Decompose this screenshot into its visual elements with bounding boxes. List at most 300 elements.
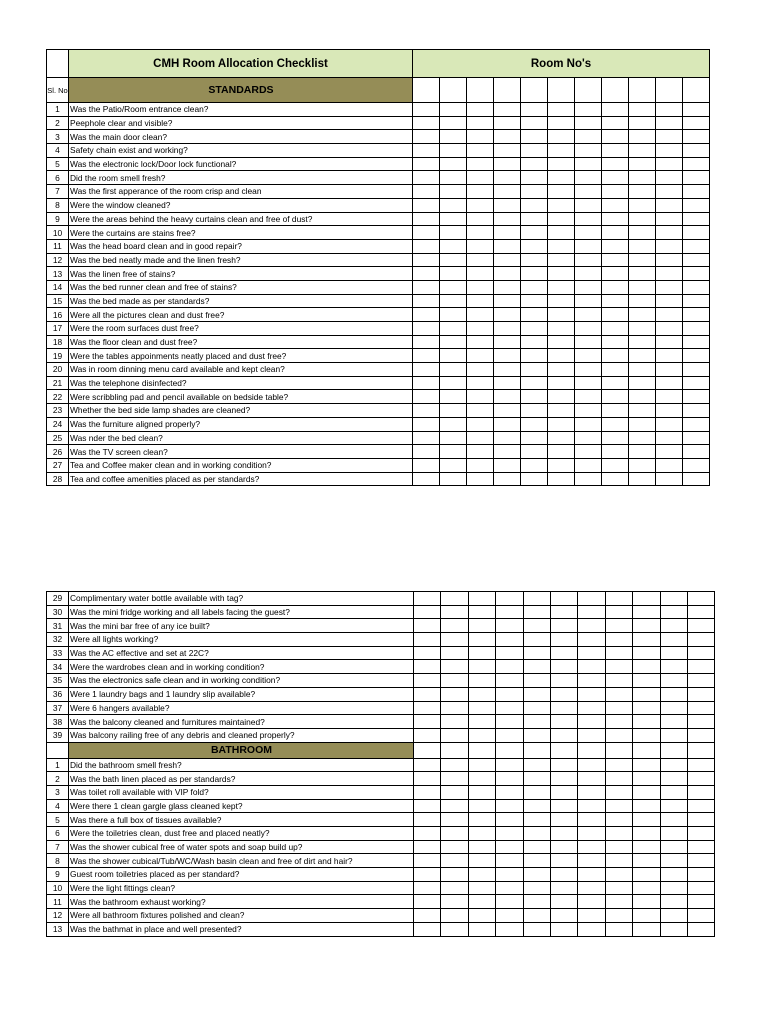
room-check-cell[interactable] xyxy=(550,827,577,841)
room-check-cell[interactable] xyxy=(633,799,660,813)
room-check-cell[interactable] xyxy=(521,212,548,226)
room-check-cell[interactable] xyxy=(467,212,494,226)
room-check-cell[interactable] xyxy=(687,619,714,633)
room-check-cell[interactable] xyxy=(467,349,494,363)
room-check-cell[interactable] xyxy=(550,909,577,923)
room-check-cell[interactable] xyxy=(521,253,548,267)
room-check-cell[interactable] xyxy=(605,619,632,633)
room-check-cell[interactable] xyxy=(414,854,441,868)
room-check-cell[interactable] xyxy=(413,226,440,240)
room-check-cell[interactable] xyxy=(687,728,714,742)
room-check-cell[interactable] xyxy=(548,239,575,253)
room-check-cell[interactable] xyxy=(687,922,714,936)
room-check-cell[interactable] xyxy=(683,157,710,171)
room-check-cell[interactable] xyxy=(605,868,632,882)
room-check-cell[interactable] xyxy=(656,445,683,459)
room-check-cell[interactable] xyxy=(602,185,629,199)
room-check-cell[interactable] xyxy=(683,267,710,281)
room-check-cell[interactable] xyxy=(629,185,656,199)
room-check-cell[interactable] xyxy=(523,909,550,923)
room-check-cell[interactable] xyxy=(521,417,548,431)
room-check-cell[interactable] xyxy=(467,185,494,199)
room-check-cell[interactable] xyxy=(656,253,683,267)
room-check-cell[interactable] xyxy=(467,78,494,103)
room-check-cell[interactable] xyxy=(521,198,548,212)
room-check-cell[interactable] xyxy=(629,322,656,336)
room-check-cell[interactable] xyxy=(602,226,629,240)
room-check-cell[interactable] xyxy=(440,226,467,240)
room-check-cell[interactable] xyxy=(441,785,468,799)
room-check-cell[interactable] xyxy=(633,772,660,786)
room-check-cell[interactable] xyxy=(496,881,523,895)
room-check-cell[interactable] xyxy=(605,687,632,701)
room-check-cell[interactable] xyxy=(602,171,629,185)
room-check-cell[interactable] xyxy=(605,827,632,841)
room-check-cell[interactable] xyxy=(575,363,602,377)
room-check-cell[interactable] xyxy=(660,674,687,688)
room-check-cell[interactable] xyxy=(441,592,468,606)
room-check-cell[interactable] xyxy=(633,758,660,772)
room-check-cell[interactable] xyxy=(413,78,440,103)
room-check-cell[interactable] xyxy=(548,212,575,226)
room-check-cell[interactable] xyxy=(660,701,687,715)
room-check-cell[interactable] xyxy=(414,728,441,742)
room-check-cell[interactable] xyxy=(660,827,687,841)
room-check-cell[interactable] xyxy=(605,895,632,909)
room-check-cell[interactable] xyxy=(605,605,632,619)
room-check-cell[interactable] xyxy=(414,868,441,882)
room-check-cell[interactable] xyxy=(468,592,495,606)
room-check-cell[interactable] xyxy=(494,322,521,336)
room-check-cell[interactable] xyxy=(440,363,467,377)
room-check-cell[interactable] xyxy=(578,785,605,799)
room-check-cell[interactable] xyxy=(687,895,714,909)
room-check-cell[interactable] xyxy=(414,840,441,854)
room-check-cell[interactable] xyxy=(687,854,714,868)
room-check-cell[interactable] xyxy=(575,239,602,253)
room-check-cell[interactable] xyxy=(656,472,683,486)
room-check-cell[interactable] xyxy=(548,253,575,267)
room-check-cell[interactable] xyxy=(683,144,710,158)
room-check-cell[interactable] xyxy=(467,198,494,212)
room-check-cell[interactable] xyxy=(683,103,710,117)
room-check-cell[interactable] xyxy=(467,404,494,418)
room-check-cell[interactable] xyxy=(440,390,467,404)
room-check-cell[interactable] xyxy=(496,592,523,606)
room-check-cell[interactable] xyxy=(605,854,632,868)
room-check-cell[interactable] xyxy=(467,458,494,472)
room-check-cell[interactable] xyxy=(496,619,523,633)
room-check-cell[interactable] xyxy=(575,116,602,130)
room-check-cell[interactable] xyxy=(521,472,548,486)
room-check-cell[interactable] xyxy=(550,646,577,660)
room-check-cell[interactable] xyxy=(494,458,521,472)
room-check-cell[interactable] xyxy=(602,445,629,459)
room-check-cell[interactable] xyxy=(441,646,468,660)
room-check-cell[interactable] xyxy=(629,472,656,486)
room-check-cell[interactable] xyxy=(575,78,602,103)
room-check-cell[interactable] xyxy=(468,633,495,647)
room-check-cell[interactable] xyxy=(578,881,605,895)
room-check-cell[interactable] xyxy=(496,922,523,936)
room-check-cell[interactable] xyxy=(683,431,710,445)
room-check-cell[interactable] xyxy=(578,715,605,729)
room-check-cell[interactable] xyxy=(467,322,494,336)
room-check-cell[interactable] xyxy=(605,840,632,854)
room-check-cell[interactable] xyxy=(414,592,441,606)
room-check-cell[interactable] xyxy=(605,758,632,772)
room-check-cell[interactable] xyxy=(521,171,548,185)
room-check-cell[interactable] xyxy=(440,335,467,349)
room-check-cell[interactable] xyxy=(467,171,494,185)
room-check-cell[interactable] xyxy=(656,267,683,281)
room-check-cell[interactable] xyxy=(467,144,494,158)
room-check-cell[interactable] xyxy=(550,785,577,799)
room-check-cell[interactable] xyxy=(629,198,656,212)
room-check-cell[interactable] xyxy=(548,431,575,445)
room-check-cell[interactable] xyxy=(605,772,632,786)
room-check-cell[interactable] xyxy=(578,592,605,606)
room-check-cell[interactable] xyxy=(523,799,550,813)
room-check-cell[interactable] xyxy=(414,785,441,799)
room-check-cell[interactable] xyxy=(523,728,550,742)
room-check-cell[interactable] xyxy=(687,701,714,715)
room-check-cell[interactable] xyxy=(550,799,577,813)
room-check-cell[interactable] xyxy=(602,472,629,486)
room-check-cell[interactable] xyxy=(468,660,495,674)
room-check-cell[interactable] xyxy=(575,157,602,171)
room-check-cell[interactable] xyxy=(605,785,632,799)
room-check-cell[interactable] xyxy=(413,335,440,349)
room-check-cell[interactable] xyxy=(575,376,602,390)
room-check-cell[interactable] xyxy=(494,280,521,294)
room-check-cell[interactable] xyxy=(521,322,548,336)
room-check-cell[interactable] xyxy=(575,404,602,418)
room-check-cell[interactable] xyxy=(602,103,629,117)
room-check-cell[interactable] xyxy=(656,226,683,240)
room-check-cell[interactable] xyxy=(550,772,577,786)
room-check-cell[interactable] xyxy=(468,742,495,758)
room-check-cell[interactable] xyxy=(441,701,468,715)
room-check-cell[interactable] xyxy=(441,868,468,882)
room-check-cell[interactable] xyxy=(548,472,575,486)
room-check-cell[interactable] xyxy=(602,335,629,349)
room-check-cell[interactable] xyxy=(656,130,683,144)
room-check-cell[interactable] xyxy=(468,895,495,909)
room-check-cell[interactable] xyxy=(414,646,441,660)
room-check-cell[interactable] xyxy=(441,813,468,827)
room-check-cell[interactable] xyxy=(605,633,632,647)
room-check-cell[interactable] xyxy=(656,280,683,294)
room-check-cell[interactable] xyxy=(521,78,548,103)
room-check-cell[interactable] xyxy=(413,267,440,281)
room-check-cell[interactable] xyxy=(602,267,629,281)
room-check-cell[interactable] xyxy=(440,253,467,267)
room-check-cell[interactable] xyxy=(656,322,683,336)
room-check-cell[interactable] xyxy=(683,185,710,199)
room-check-cell[interactable] xyxy=(660,687,687,701)
room-check-cell[interactable] xyxy=(683,239,710,253)
room-check-cell[interactable] xyxy=(413,130,440,144)
room-check-cell[interactable] xyxy=(656,335,683,349)
room-check-cell[interactable] xyxy=(602,157,629,171)
room-check-cell[interactable] xyxy=(496,840,523,854)
room-check-cell[interactable] xyxy=(633,633,660,647)
room-check-cell[interactable] xyxy=(413,458,440,472)
room-check-cell[interactable] xyxy=(660,646,687,660)
room-check-cell[interactable] xyxy=(633,868,660,882)
room-check-cell[interactable] xyxy=(467,280,494,294)
room-check-cell[interactable] xyxy=(548,404,575,418)
room-check-cell[interactable] xyxy=(656,157,683,171)
room-check-cell[interactable] xyxy=(440,78,467,103)
room-check-cell[interactable] xyxy=(496,646,523,660)
room-check-cell[interactable] xyxy=(468,605,495,619)
room-check-cell[interactable] xyxy=(629,404,656,418)
room-check-cell[interactable] xyxy=(660,868,687,882)
room-check-cell[interactable] xyxy=(687,660,714,674)
room-check-cell[interactable] xyxy=(494,226,521,240)
room-check-cell[interactable] xyxy=(440,280,467,294)
room-check-cell[interactable] xyxy=(656,116,683,130)
room-check-cell[interactable] xyxy=(496,674,523,688)
room-check-cell[interactable] xyxy=(494,445,521,459)
room-check-cell[interactable] xyxy=(521,349,548,363)
room-check-cell[interactable] xyxy=(413,404,440,418)
room-check-cell[interactable] xyxy=(548,308,575,322)
room-check-cell[interactable] xyxy=(521,130,548,144)
room-check-cell[interactable] xyxy=(413,472,440,486)
room-check-cell[interactable] xyxy=(629,294,656,308)
room-check-cell[interactable] xyxy=(575,253,602,267)
room-check-cell[interactable] xyxy=(602,349,629,363)
room-check-cell[interactable] xyxy=(413,239,440,253)
room-check-cell[interactable] xyxy=(548,103,575,117)
room-check-cell[interactable] xyxy=(523,646,550,660)
room-check-cell[interactable] xyxy=(521,308,548,322)
room-check-cell[interactable] xyxy=(496,909,523,923)
room-check-cell[interactable] xyxy=(414,922,441,936)
room-check-cell[interactable] xyxy=(575,198,602,212)
room-check-cell[interactable] xyxy=(602,431,629,445)
room-check-cell[interactable] xyxy=(496,785,523,799)
room-check-cell[interactable] xyxy=(441,758,468,772)
room-check-cell[interactable] xyxy=(633,674,660,688)
room-check-cell[interactable] xyxy=(494,185,521,199)
room-check-cell[interactable] xyxy=(523,854,550,868)
room-check-cell[interactable] xyxy=(494,171,521,185)
room-check-cell[interactable] xyxy=(468,854,495,868)
room-check-cell[interactable] xyxy=(494,144,521,158)
room-check-cell[interactable] xyxy=(687,909,714,923)
room-check-cell[interactable] xyxy=(414,881,441,895)
room-check-cell[interactable] xyxy=(633,895,660,909)
room-check-cell[interactable] xyxy=(494,308,521,322)
room-check-cell[interactable] xyxy=(548,322,575,336)
room-check-cell[interactable] xyxy=(521,363,548,377)
room-check-cell[interactable] xyxy=(687,827,714,841)
room-check-cell[interactable] xyxy=(523,772,550,786)
room-check-cell[interactable] xyxy=(494,157,521,171)
room-check-cell[interactable] xyxy=(687,772,714,786)
room-check-cell[interactable] xyxy=(605,742,632,758)
room-check-cell[interactable] xyxy=(687,687,714,701)
room-check-cell[interactable] xyxy=(496,854,523,868)
room-check-cell[interactable] xyxy=(548,458,575,472)
room-check-cell[interactable] xyxy=(521,458,548,472)
room-check-cell[interactable] xyxy=(683,130,710,144)
room-check-cell[interactable] xyxy=(441,772,468,786)
room-check-cell[interactable] xyxy=(629,445,656,459)
room-check-cell[interactable] xyxy=(633,881,660,895)
room-check-cell[interactable] xyxy=(578,909,605,923)
room-check-cell[interactable] xyxy=(575,212,602,226)
room-check-cell[interactable] xyxy=(683,212,710,226)
room-check-cell[interactable] xyxy=(602,294,629,308)
room-check-cell[interactable] xyxy=(414,909,441,923)
room-check-cell[interactable] xyxy=(414,674,441,688)
room-check-cell[interactable] xyxy=(441,660,468,674)
room-check-cell[interactable] xyxy=(578,840,605,854)
room-check-cell[interactable] xyxy=(467,253,494,267)
room-check-cell[interactable] xyxy=(575,349,602,363)
room-check-cell[interactable] xyxy=(656,308,683,322)
room-check-cell[interactable] xyxy=(413,212,440,226)
room-check-cell[interactable] xyxy=(683,78,710,103)
room-check-cell[interactable] xyxy=(521,103,548,117)
room-check-cell[interactable] xyxy=(578,633,605,647)
room-check-cell[interactable] xyxy=(656,198,683,212)
room-check-cell[interactable] xyxy=(521,144,548,158)
room-check-cell[interactable] xyxy=(468,785,495,799)
room-check-cell[interactable] xyxy=(441,674,468,688)
room-check-cell[interactable] xyxy=(633,687,660,701)
room-check-cell[interactable] xyxy=(441,840,468,854)
room-check-cell[interactable] xyxy=(633,827,660,841)
room-check-cell[interactable] xyxy=(602,322,629,336)
room-check-cell[interactable] xyxy=(602,390,629,404)
room-check-cell[interactable] xyxy=(467,103,494,117)
room-check-cell[interactable] xyxy=(629,335,656,349)
room-check-cell[interactable] xyxy=(687,605,714,619)
room-check-cell[interactable] xyxy=(605,922,632,936)
room-check-cell[interactable] xyxy=(494,472,521,486)
room-check-cell[interactable] xyxy=(413,308,440,322)
room-check-cell[interactable] xyxy=(550,605,577,619)
room-check-cell[interactable] xyxy=(550,881,577,895)
room-check-cell[interactable] xyxy=(660,772,687,786)
room-check-cell[interactable] xyxy=(656,78,683,103)
room-check-cell[interactable] xyxy=(660,895,687,909)
room-check-cell[interactable] xyxy=(494,239,521,253)
room-check-cell[interactable] xyxy=(548,376,575,390)
room-check-cell[interactable] xyxy=(548,417,575,431)
room-check-cell[interactable] xyxy=(578,772,605,786)
room-check-cell[interactable] xyxy=(440,445,467,459)
room-check-cell[interactable] xyxy=(578,827,605,841)
room-check-cell[interactable] xyxy=(602,212,629,226)
room-check-cell[interactable] xyxy=(687,813,714,827)
room-check-cell[interactable] xyxy=(468,715,495,729)
room-check-cell[interactable] xyxy=(633,922,660,936)
room-check-cell[interactable] xyxy=(656,103,683,117)
room-check-cell[interactable] xyxy=(468,728,495,742)
room-check-cell[interactable] xyxy=(496,772,523,786)
room-check-cell[interactable] xyxy=(548,445,575,459)
room-check-cell[interactable] xyxy=(467,445,494,459)
room-check-cell[interactable] xyxy=(467,363,494,377)
room-check-cell[interactable] xyxy=(605,592,632,606)
room-check-cell[interactable] xyxy=(494,431,521,445)
room-check-cell[interactable] xyxy=(468,619,495,633)
room-check-cell[interactable] xyxy=(660,813,687,827)
room-check-cell[interactable] xyxy=(414,772,441,786)
room-check-cell[interactable] xyxy=(413,431,440,445)
room-check-cell[interactable] xyxy=(660,840,687,854)
room-check-cell[interactable] xyxy=(656,294,683,308)
room-check-cell[interactable] xyxy=(496,660,523,674)
room-check-cell[interactable] xyxy=(578,742,605,758)
room-check-cell[interactable] xyxy=(413,253,440,267)
room-check-cell[interactable] xyxy=(413,280,440,294)
room-check-cell[interactable] xyxy=(575,185,602,199)
room-check-cell[interactable] xyxy=(602,116,629,130)
room-check-cell[interactable] xyxy=(467,431,494,445)
room-check-cell[interactable] xyxy=(467,335,494,349)
room-check-cell[interactable] xyxy=(441,854,468,868)
room-check-cell[interactable] xyxy=(575,130,602,144)
room-check-cell[interactable] xyxy=(605,660,632,674)
room-check-cell[interactable] xyxy=(683,226,710,240)
room-check-cell[interactable] xyxy=(633,742,660,758)
room-check-cell[interactable] xyxy=(496,827,523,841)
room-check-cell[interactable] xyxy=(602,198,629,212)
room-check-cell[interactable] xyxy=(683,472,710,486)
room-check-cell[interactable] xyxy=(521,267,548,281)
room-check-cell[interactable] xyxy=(496,701,523,715)
room-check-cell[interactable] xyxy=(467,294,494,308)
room-check-cell[interactable] xyxy=(413,103,440,117)
room-check-cell[interactable] xyxy=(602,239,629,253)
room-check-cell[interactable] xyxy=(575,308,602,322)
room-check-cell[interactable] xyxy=(575,390,602,404)
room-check-cell[interactable] xyxy=(629,171,656,185)
room-check-cell[interactable] xyxy=(413,390,440,404)
room-check-cell[interactable] xyxy=(683,417,710,431)
room-check-cell[interactable] xyxy=(605,799,632,813)
room-check-cell[interactable] xyxy=(523,687,550,701)
room-check-cell[interactable] xyxy=(521,116,548,130)
room-check-cell[interactable] xyxy=(578,605,605,619)
room-check-cell[interactable] xyxy=(440,294,467,308)
room-check-cell[interactable] xyxy=(414,827,441,841)
room-check-cell[interactable] xyxy=(441,728,468,742)
room-check-cell[interactable] xyxy=(687,742,714,758)
room-check-cell[interactable] xyxy=(440,431,467,445)
room-check-cell[interactable] xyxy=(683,376,710,390)
room-check-cell[interactable] xyxy=(441,827,468,841)
room-check-cell[interactable] xyxy=(629,157,656,171)
room-check-cell[interactable] xyxy=(523,895,550,909)
room-check-cell[interactable] xyxy=(440,212,467,226)
room-check-cell[interactable] xyxy=(602,404,629,418)
room-check-cell[interactable] xyxy=(521,390,548,404)
room-check-cell[interactable] xyxy=(605,674,632,688)
room-check-cell[interactable] xyxy=(440,198,467,212)
room-check-cell[interactable] xyxy=(629,103,656,117)
room-check-cell[interactable] xyxy=(496,758,523,772)
room-check-cell[interactable] xyxy=(602,130,629,144)
